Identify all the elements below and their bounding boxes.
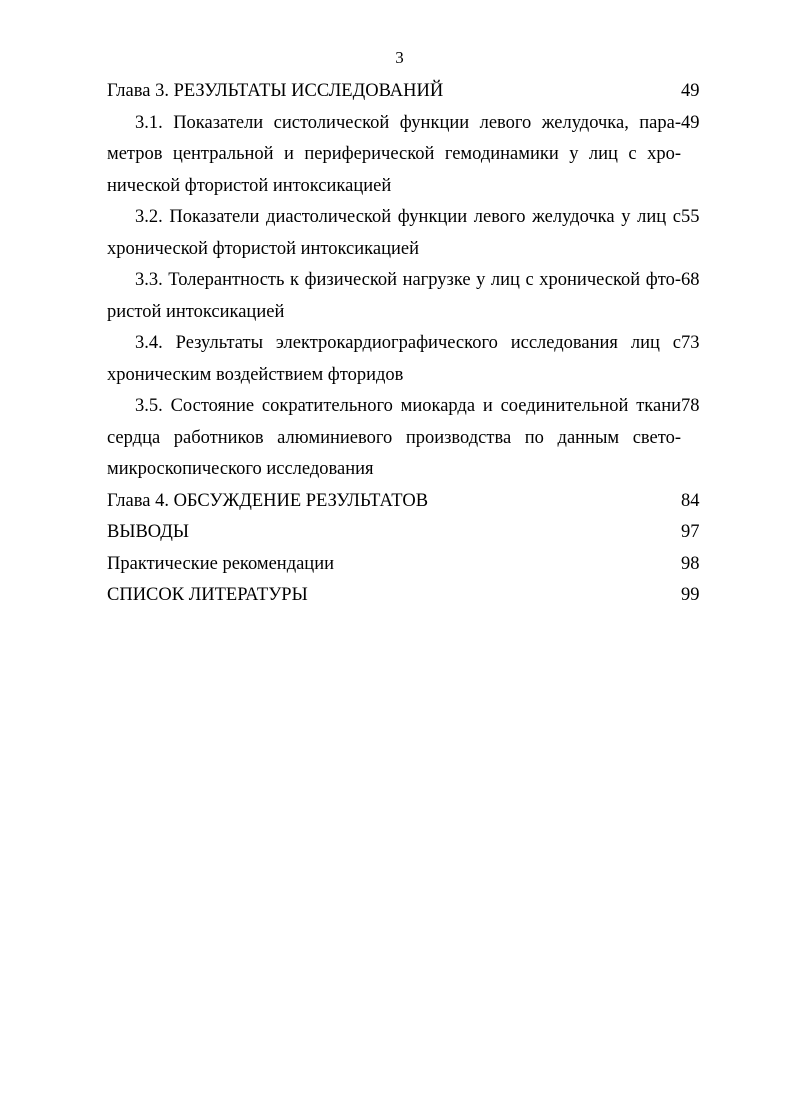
toc-entry-line: ристой интоксикацией	[107, 301, 285, 322]
toc-entry-3-1	[107, 108, 725, 203]
toc-page-number: 73	[681, 333, 700, 353]
toc-entry-title: Практические рекомендации	[107, 553, 335, 574]
toc-entry-3-2	[107, 202, 725, 265]
toc-entry-title: ВЫВОДЫ	[107, 522, 190, 542]
toc-entry-3-4	[107, 328, 725, 391]
toc-page-number: 49	[681, 81, 700, 101]
toc-page-number: 68	[681, 270, 700, 290]
toc-entry-title: Глава 3. РЕЗУЛЬТАТЫ ИССЛЕДОВАНИЙ	[107, 81, 444, 101]
toc-entry-line: 3.5. Состояние сократительного миокарда и соединительной ткани	[135, 396, 681, 416]
toc-entry-line: хроническим воздействием фторидов	[107, 364, 404, 385]
toc-entry-title: Глава 4. ОБСУЖДЕНИЕ РЕЗУЛЬТАТОВ	[107, 490, 429, 511]
toc-entry-line: 3.4. Результаты электрокардиографического исследования лиц с	[135, 333, 681, 353]
toc-page-number: 99	[681, 585, 700, 605]
toc-page-number: 97	[681, 522, 700, 542]
toc-entry-chapter-3	[107, 76, 725, 108]
toc-entry-line: микроскопического исследования	[107, 459, 374, 479]
toc-entry-3-5	[107, 391, 725, 486]
toc-entry-recommendations	[107, 549, 725, 581]
toc-entry-line: 3.3. Толерантность к физической нагрузке у лиц с хронической фто-	[135, 270, 681, 290]
table-of-contents	[107, 76, 725, 612]
toc-entry-chapter-4	[107, 486, 725, 518]
page-number: 3	[395, 48, 404, 67]
toc-page-number: 98	[681, 553, 700, 574]
toc-entry-line: метров центральной и периферической гемодинамики у лиц с хро-	[107, 144, 681, 164]
toc-page-number: 49	[681, 112, 700, 133]
toc-page-number: 84	[681, 490, 700, 511]
toc-entry-line: нической фтористой интоксикацией	[107, 175, 392, 196]
toc-entry-conclusions	[107, 517, 725, 549]
toc-entry-3-3	[107, 265, 725, 328]
toc-entry-references	[107, 580, 725, 612]
toc-page-number: 55	[681, 207, 700, 227]
toc-entry-line: хронической фтористой интоксикацией	[107, 238, 419, 259]
toc-entry-line: 3.1. Показатели систолической функции левого желудочка, пара-	[135, 112, 681, 133]
toc-entry-line: сердца работников алюминиевого производства по данным свето-	[107, 427, 681, 448]
toc-page-number: 78	[681, 396, 700, 416]
toc-entry-title: СПИСОК ЛИТЕРАТУРЫ	[107, 585, 308, 605]
toc-entry-line: 3.2. Показатели диастолической функции левого желудочка у лиц с	[135, 207, 681, 227]
